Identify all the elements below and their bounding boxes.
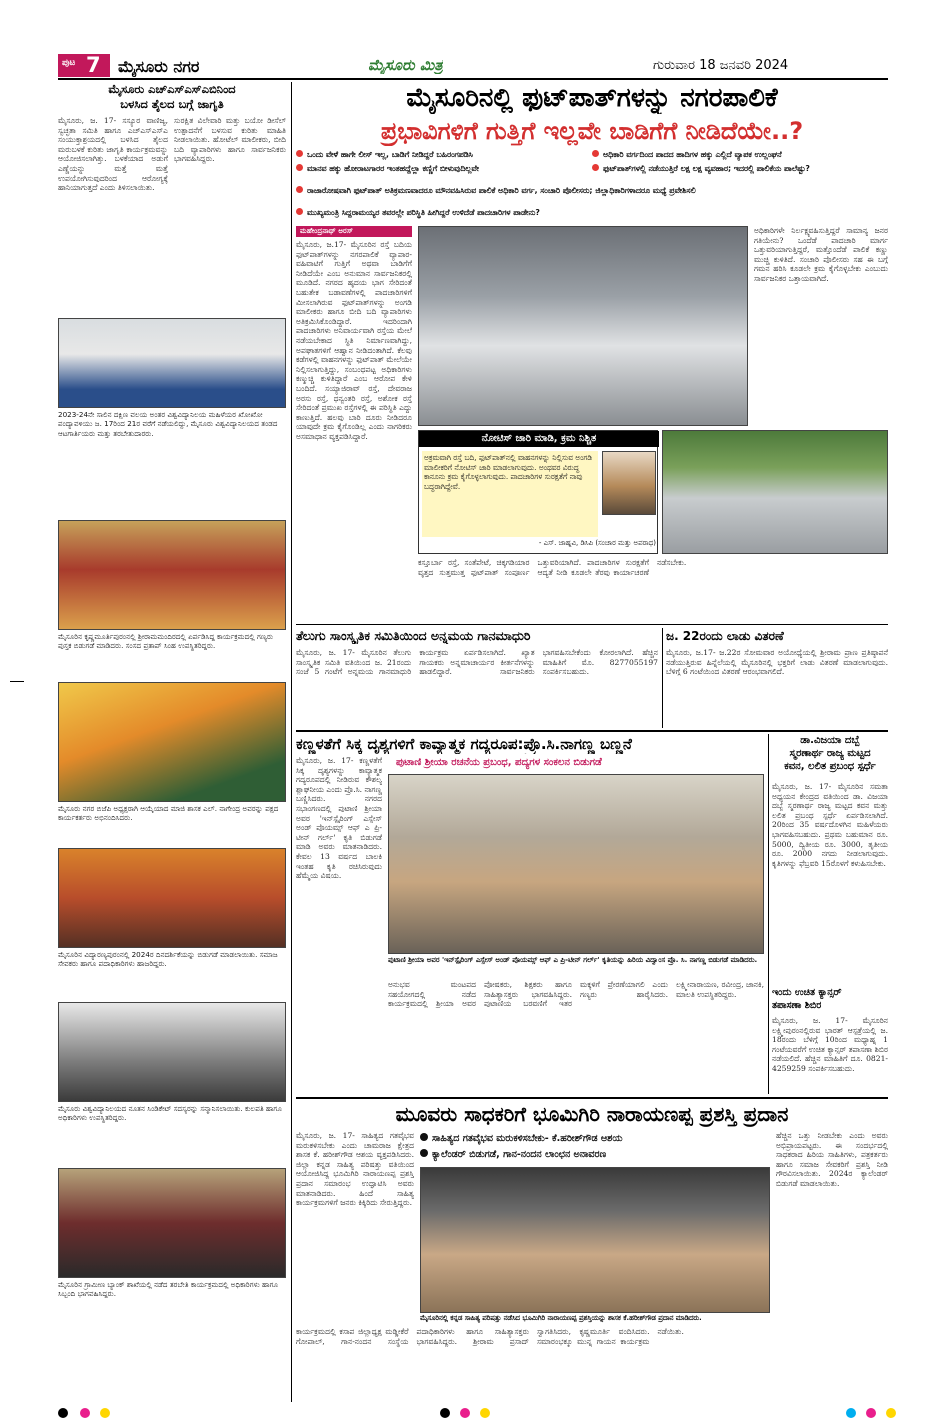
telugu-headline: ತೆಲುಗು ಸಾಂಸ್ಕೃತಿಕ ಸಮಿತಿಯಿಂದ ಅನ್ನಮಯ ಗಾನಮಾಧುರಿ [296,628,531,643]
award-sub-1-text: ಸಾಹಿತ್ಯದ ಗತವೈಭವ ಮರುಕಳಿಸಬೇಕು- ಕೆ.ಹರೀಶ್‌ಗೌಡ ಆಶಯ [432,1133,623,1144]
page-margin-tick [10,681,24,682]
photo-parked-cars-1 [418,226,748,426]
dabbe-headline-2: ಸ್ಮರಣಾರ್ಥ ರಾಜ್ಯ ಮಟ್ಟದ [789,748,871,759]
bullet-dot-icon [420,1133,428,1141]
lead-bullet-4-text: ಫುಟ್‌ಪಾತ್‌ಗಳಲ್ಲಿ ನಡೆಯುತ್ತಿರೆ ಲಕ್ಷ ಲಕ್ಷ ವ್ಯವಹಾರ; ಇದರಲ್ಲಿ ಪಾಲಿಕೆಯ ಪಾಲೆಷ್ಟು? [603,164,810,173]
lead-body-bottom: ಕಸ್ತೂರ್ಬಾ ರಸ್ತೆ, ಸಂತೆಪೇಟೆ, ಚಿಕ್ಕಗಡಿಯಾರ ವೃತ್ತದ ಸುತ್ತಮುತ್ತ ಫುಟ್‌ಪಾತ್ ಸಂಪೂರ್ಣ ಒತ್ತುವರಿಯಾಗಿದೆ. ಪಾದಚಾರಿಗಳ ಸುರಕ್ಷತೆಗೆ ಆದ್ಯತೆ ನೀಡಿ ಕೂಡಲೇ ತೆರವು ಕಾರ್ಯಾಚರಣೆ ನಡೆಸಬೇಕು. [418,558,687,577]
photo-syndicate [58,1002,286,1102]
award-sub-2-text: ಕ್ಯಾಲೆಂಡರ್ ಬಿಡುಗಡೆ, ಗಾನ-ನಂದನ ಲಾಂಛನ ಅನಾವರಣ [432,1149,607,1160]
issue-date: ಗುರುವಾರ 18 ಜನವರಿ 2024 [653,58,789,73]
cancer-headline [772,986,888,1014]
lead-body-right: ಅಧಿಕಾರಿಗಳೇ ನಿರ್ಲಕ್ಷ್ಯವಹಿಸುತ್ತಿದ್ದರೆ ಸಾಮಾನ್ಯ ಜನರ ಗತಿಯೇನು? ಒಂದೆಡೆ ಪಾದಚಾರಿ ಮಾರ್ಗ ಒತ್ತುವರಿಯಾಗುತ್ತಿದ್ದರೆ, ಮತ್ತೊಂದೆಡೆ ಪಾಲಿಕೆ ಕಣ್ಣು ಮುಚ್ಚಿ ಕುಳಿತಿದೆ. ಸಂಚಾರಿ ಪೊಲೀಸರು ಸಹ ಈ ಬಗ್ಗೆ ಗಮನ ಹರಿಸಿ ಕೂಡಲೇ ಕ್ರಮ ಕೈಗೊಳ್ಳಬೇಕು ಎಂಬುದು ಸಾರ್ವಜನಿಕರ ಒತ್ತಾಯವಾಗಿದೆ. [754,226,888,283]
registration-dot-icon [460,1408,470,1418]
dabbe-headline-1: ಡಾ.ವಿಜಯಾ ದಬ್ಬೆ [800,735,860,746]
bullet-dot-icon [420,1149,428,1157]
caption-calendar: ಮೈಸೂರಿನ ವಿದ್ಯಾರಣ್ಯಪುರಂನಲ್ಲಿ 2024ರ ದಿನದರ್ಶಿಕೆಯನ್ನು ಬಿಡುಗಡೆ ಮಾಡಲಾಯಿತು. ಸಮಾಜ ಸೇವಕರು ಹಾಗೂ ಪದಾಧಿಕಾರಿಗಳು ಹಾಜರಿದ್ದರು. [58,950,278,969]
lead-bullet-6-text: ಮುಖ್ಯಮಂತ್ರಿ ಸಿದ್ದರಾಮಯ್ಯರ ತವರಲ್ಲೇ ಪರಿಸ್ಥಿತಿ ಹೀಗಿದ್ದರೆ ಉಳಿದೆಡೆ ಪಾದಚಾರಿಗಳ ಪಾಡೇನು? [307,208,540,217]
notice-body [422,451,598,537]
lead-bullet-1-text: ಒಂದು ವೇಳೆ ಹಾಗೇ ಲೀಸ್ ಇಲ್ಲ, ಬಾಡಿಗೆ ನೀಡಿದ್ದರೆ ಬಹಿರಂಗಪಡಿಸಿ [307,150,473,159]
photo-bjp-president [58,682,286,802]
lead-headline-2: ಪ್ರಭಾವಿಗಳಿಗೆ ಗುತ್ತಿಗೆ ಇಲ್ಲವೇ ಬಾಡಿಗೆಗೆ ನೀಡಿದೆಯೇ..? [380,117,804,145]
cancer-body: ಮೈಸೂರು, ಜ. 17- ಮೈಸೂರಿನ ಲಕ್ಷ್ಮೀಪುರಂನಲ್ಲಿರುವ ಭಾರತ್ ಆಸ್ಪತ್ರೆಯಲ್ಲಿ ಜ. 18ರಂದು ಬೆಳಿಗ್ಗೆ 10ರಿಂದ ಮಧ್ಯಾಹ್ನ 1 ಗಂಟೆಯವರೆಗೆ ಉಚಿತ ಕ್ಯಾನ್ಸರ್ ತಪಾಸಣಾ ಶಿಬಿರ ನಡೆಯಲಿದೆ. ಹೆಚ್ಚಿನ ಮಾಹಿತಿಗೆ ದೂ. 0821-4259259 ಸಂಪರ್ಕಿಸಬಹುದು. [772,1016,888,1073]
lead-bullet-4 [592,164,888,186]
kannada-body-bottom: ಅನುಭವ ಮಂಟಪದ ಸಹಯೋಗದಲ್ಲಿ ನಡೆದ ಕಾರ್ಯಕ್ರಮದಲ್ಲಿ ಶ್ರೀಯಾ ಅವರ ಪೋಷಕರು, ಶಿಕ್ಷಕರು ಹಾಗೂ ಸಾಹಿತ್ಯಾಸಕ್ತರು ಭಾಗವಹಿಸಿದ್ದರು. ಪುಟಾಣಿಯ ಬರವಣಿಗೆ ಇತರ ಮಕ್ಕಳಿಗೆ ಪ್ರೇರಣೆಯಾಗಲಿ ಎಂದು ಗಣ್ಯರು ಹಾರೈಸಿದರು. ಲಕ್ಷ್ಮೀನಾರಾಯಣ, ರವೀಂದ್ರ, ಜಾನಕಿ, ಮಾಲತಿ ಉಪಸ್ಥಿತರಿದ್ದರು. [388,980,764,1009]
notice-body-text: ಅಕ್ರಮವಾಗಿ ರಸ್ತೆ ಬದಿ, ಫುಟ್‌ಪಾತ್‌ನಲ್ಲಿ ವಾಹನಗಳನ್ನು ನಿಲ್ಲಿಸುವ ಅಂಗಡಿ ಮಾಲೀಕರಿಗೆ ನೋಟಿಸ್ ಜಾರಿ ಮಾಡಲಾಗುವುದು. ಅಂಥವರ ವಿರುದ್ಧ ಕಾನೂನು ಕ್ರಮ ಕೈಗೊಳ್ಳಲಾಗುವುದು. ಪಾದಚಾರಿಗಳ ಸುರಕ್ಷತೆಗೆ ನಾವು ಬದ್ಧರಾಗಿದ್ದೇವೆ. [424,453,593,491]
telugu-body: ಮೈಸೂರು, ಜ. 17- ಮೈಸೂರಿನ ತೆಲುಗು ಸಾಂಸ್ಕೃತಿಕ ಸಮಿತಿ ವತಿಯಿಂದ ಜ. 21ರಂದು ಸಂಜೆ 5 ಗಂಟೆಗೆ ಅನ್ನಮಯ ಗಾನಮಾಧುರಿ ಕಾರ್ಯಕ್ರಮ ಏರ್ಪಡಿಸಲಾಗಿದೆ. ಖ್ಯಾತ ಗಾಯಕರು ಅನ್ನಮಾಚಾರ್ಯರ ಕೀರ್ತನೆಗಳನ್ನು ಹಾಡಲಿದ್ದಾರೆ. ಸಾರ್ವಜನಿಕರು ಭಾಗವಹಿಸಬೇಕೆಂದು ಕೋರಲಾಗಿದೆ. ಹೆಚ್ಚಿನ ಮಾಹಿತಿಗೆ ಮೊ. 8277055197 ಸಂಪರ್ಕಿಸಬಹುದು. [296,648,658,677]
award-caption: ಮೈಸೂರಿನಲ್ಲಿ ಕನ್ನಡ ಸಾಹಿತ್ಯ ಪರಿಷತ್ತು ನಡೆಸಿದ ಭೂಮಿಗಿರಿ ನಾರಾಯಣಪ್ಪ ಪ್ರಶಸ್ತಿಯನ್ನು ಶಾಸಕ ಕೆ.ಹರೀಶ್‌ಗೌಡ ಪ್ರದಾನ ಮಾಡಿದರು. [420,1314,702,1322]
headline-oil-line1: ಮೈಸೂರು ಎಚ್ಎಸ್ಎಸ್ಎಬಿನಿಂದ [108,82,236,96]
award-headline: ಮೂವರು ಸಾಧಕರಿಗೆ ಭೂಮಿಗಿರಿ ನಾರಾಯಣಪ್ಪ ಪ್ರಶಸ್ತಿ ಪ್ರದಾನ [395,1102,789,1126]
caption-bjp: ಮೈಸೂರು ನಗರ ಬಿಜೆಪಿ ಅಧ್ಯಕ್ಷರಾಗಿ ಆಯ್ಕೆಯಾದ ಮಾಜಿ ಶಾಸಕ ಎಲ್. ನಾಗೇಂದ್ರ ಅವರನ್ನು ಪಕ್ಷದ ಕಾರ್ಯಕರ್ತರು ಅಭಿನಂದಿಸಿದರು. [58,804,279,823]
lead-rule [296,624,888,625]
award-sub-2 [420,1149,770,1163]
print-registration-marks [0,1404,945,1424]
registration-dot-icon [480,1408,490,1418]
lead-bullet-3-text: ಮಾನವ ಹಕ್ಕು ಹೋರಾಟಗಾರರ ಇಂತಹದ್ದೆಲ್ಲಾ ಕಣ್ಣಿಗೆ ಬೀಳುವುದಿಲ್ಲವೇ [307,164,479,173]
photo-award-ceremony [420,1167,770,1313]
photo-book-release [58,520,286,630]
mid-rule [296,730,888,732]
photo-parked-cars-2 [662,430,888,554]
award-body-left: ಮೈಸೂರು, ಜ. 17- ಸಾಹಿತ್ಯದ ಗತವೈಭವ ಮರುಕಳಿಸಬೇಕು ಎಂದು ಚಾಮರಾಜ ಕ್ಷೇತ್ರದ ಶಾಸಕ ಕೆ. ಹರೀಶ್‌ಗೌಡ ಆಶಯ ವ್ಯಕ್ತಪಡಿಸಿದರು. ಜಿಲ್ಲಾ ಕನ್ನಡ ಸಾಹಿತ್ಯ ಪರಿಷತ್ತು ವತಿಯಿಂದ ಆಯೋಜಿಸಿದ್ದ ಭೂಮಿಗಿರಿ ನಾರಾಯಣಪ್ಪ ಪ್ರಶಸ್ತಿ ಪ್ರದಾನ ಸಮಾರಂಭ ಉದ್ಘಾಟಿಸಿ ಅವರು ಮಾತನಾಡಿದರು. ಹಿಂದೆ ಸಾಹಿತ್ಯ ಕಾರ್ಯಕ್ರಮಗಳಿಗೆ ಜನರು ಕಿಕ್ಕಿರಿದು ಸೇರುತ್ತಿದ್ದರು. [296,1131,414,1208]
dabbe-body: ಮೈಸೂರು, ಜ. 17- ಮೈಸೂರಿನ ಸಮತಾ ಅಧ್ಯಯನ ಕೇಂದ್ರದ ವತಿಯಿಂದ ಡಾ. ವಿಜಯಾ ದಬ್ಬೆ ಸ್ಮರಣಾರ್ಥ ರಾಜ್ಯ ಮಟ್ಟದ ಕವನ ಮತ್ತು ಲಲಿತ ಪ್ರಬಂಧ ಸ್ಪರ್ಧೆ ಏರ್ಪಡಿಸಲಾಗಿದೆ. 20ರಿಂದ 35 ವರ್ಷದೊಳಗಿನ ಮಹಿಳೆಯರು ಭಾಗವಹಿಸಬಹುದು. ಪ್ರಥಮ ಬಹುಮಾನ ರೂ. 5000, ದ್ವಿತೀಯ ರೂ. 3000, ತೃತೀಯ ರೂ. 2000 ನಗದು ನೀಡಲಾಗುವುದು. ಕೃತಿಗಳನ್ನು ಫೆಬ್ರವರಿ 15ರೊಳಗೆ ಕಳುಹಿಸಬೇಕು. [772,782,888,868]
notice-box [418,430,658,554]
left-column [58,82,286,1402]
photo-bank-training [58,1168,286,1278]
masthead [58,54,888,77]
divider-telugu [662,628,663,728]
notice-signature: - ಎಸ್. ಜಾಹ್ನವಿ, ಡಿಸಿಪಿ (ಸಂಚಾರ ಮತ್ತು ಅಪರಾಧ) [538,539,656,547]
dabbe-headline [772,734,888,784]
lead-bullet-6 [296,208,888,220]
masthead-rule [58,78,888,80]
right-column [772,734,888,1094]
laddu-body: ಮೈಸೂರು, ಜ.17- ಜ.22ರ ಸೋಮವಾರ ಅಯೋಧ್ಯೆಯಲ್ಲಿ ಶ್ರೀರಾಮ ಪ್ರಾಣ ಪ್ರತಿಷ್ಠಾಪನೆ ನಡೆಯುತ್ತಿರುವ ಹಿನ್ನೆಲೆಯಲ್ಲಿ ಮೈಸೂರಿನಲ್ಲಿ ಭಕ್ತರಿಗೆ ಲಾಡು ವಿತರಣೆ ಮಾಡಲಾಗುವುದು. ಬೆಳಿಗ್ಗೆ 6 ಗಂಟೆಯಿಂದ ವಿತರಣೆ ಆರಂಭವಾಗಲಿದೆ. [666,648,888,677]
paper-name: ಮೈಸೂರು ಮಿತ್ರ [368,56,443,74]
lead-bullet-2 [592,150,888,162]
caption-bank: ಮೈಸೂರಿನ ಗ್ರಾಮೀಣ ಬ್ಯಾಂಕ್ ಶಾಖೆಯಲ್ಲಿ ನಡೆದ ತರಬೇತಿ ಕಾರ್ಯಕ್ರಮದಲ್ಲಿ ಅಧಿಕಾರಿಗಳು ಹಾಗೂ ಸಿಬ್ಬಂದಿ ಭಾಗವಹಿಸಿದ್ದರು. [58,1280,279,1299]
award-story [296,1101,888,1401]
lead-body: ಮೈಸೂರು, ಜ.17- ಮೈಸೂರಿನ ರಸ್ತೆ ಬದಿಯ ಫುಟ್‌ಪಾತ್‌ಗಳನ್ನು ನಗರಪಾಲಿಕೆ ವ್ಯಾಪಾರ-ವಹಿವಾಟಿಗೆ ಗುತ್ತಿಗೆ ಅಥವಾ ಬಾಡಿಗೆಗೆ ನೀಡಿದೆಯೇ ಎಂಬ ಅನುಮಾನ ಸಾರ್ವಜನಿಕರಲ್ಲಿ ಮೂಡಿದೆ. ನಗರದ ಹೃದಯ ಭಾಗ ಸೇರಿದಂತೆ ಬಹುತೇಕ ಬಡಾವಣೆಗಳಲ್ಲಿ ಪಾದಚಾರಿಗಳಿಗೆ ಮೀಸಲಾಗಿರುವ ಫುಟ್‌ಪಾತ್‌ಗಳನ್ನು ಅಂಗಡಿ ಮಾಲೀಕರು ಹಾಗೂ ಬೀದಿ ಬದಿ ವ್ಯಾಪಾರಿಗಳು ಅತಿಕ್ರಮಿಸಿಕೊಂಡಿದ್ದಾರೆ. ಇದರಿಂದಾಗಿ ಪಾದಚಾರಿಗಳು ಅನಿವಾರ್ಯವಾಗಿ ರಸ್ತೆಯ ಮೇಲೆ ನಡೆಯಬೇಕಾದ ಸ್ಥಿತಿ ನಿರ್ಮಾಣವಾಗಿದ್ದು, ಅಪಘಾತಗಳಿಗೆ ಆಹ್ವಾನ ನೀಡಿದಂತಾಗಿದೆ. ಕೆಲವು ಕಡೆಗಳಲ್ಲಿ ವಾಹನಗಳನ್ನು ಫುಟ್‌ಪಾತ್ ಮೇಲೆಯೇ ನಿಲ್ಲಿಸಲಾಗುತ್ತಿದ್ದು, ಸಂಬಂಧಪಟ್ಟ ಅಧಿಕಾರಿಗಳು ಕಣ್ಮುಚ್ಚಿ ಕುಳಿತಿದ್ದಾರೆ ಎಂಬ ಆರೋಪ ಕೇಳಿ ಬಂದಿದೆ. ಸಯ್ಯಾಜಿರಾವ್ ರಸ್ತೆ, ದೇವರಾಜ ಅರಸು ರಸ್ತೆ, ಧನ್ವಂತರಿ ರಸ್ತೆ, ಅಶೋಕ ರಸ್ತೆ ಸೇರಿದಂತೆ ಪ್ರಮುಖ ರಸ್ತೆಗಳಲ್ಲಿ ಈ ಪರಿಸ್ಥಿತಿ ಎದ್ದು ಕಾಣುತ್ತಿದೆ. ಹಲವು ಬಾರಿ ದೂರು ನೀಡಿದರೂ ಯಾವುದೇ ಕ್ರಮ ಕೈಗೊಂಡಿಲ್ಲ ಎಂದು ನಾಗರಿಕರು ಅಸಮಾಧಾನ ವ್ಯಕ್ತಪಡಿಸಿದ್ದಾರೆ. [296,240,412,441]
headline-oil-line2: ಬಳಸಿದ ತೈಲದ ಬಗ್ಗೆ ಜಾಗೃತಿ [120,97,224,111]
telugu-article [296,628,658,728]
photo-book-launch [388,774,764,954]
article-oil-body-2: ಸುರಕ್ಷಿತ ವಿಲೇವಾರಿ ಮತ್ತು ಬಯೋ ಡೀಸೆಲ್ ಉತ್ಪಾದನೆಗೆ ಬಳಸುವ ಕುರಿತು ಮಾಹಿತಿ ನೀಡಲಾಯಿತು. ಹೋಟೆಲ್ ಮಾಲೀಕರು, ಬೀದಿ ಬದಿ ವ್ಯಾಪಾರಿಗಳು ಹಾಗೂ ಸಾರ್ವಜನಿಕರು ಭಾಗವಹಿಸಿದ್ದರು. [174,116,286,164]
registration-dot-icon [58,1408,68,1418]
photo-calendar-release [58,848,286,948]
award-body-bottom: ಕಾರ್ಯಕ್ರಮದಲ್ಲಿ ಕಸಾಪ ಜಿಲ್ಲಾಧ್ಯಕ್ಷ ಮಡ್ಡೀಕೆರೆ ಗೋಪಾಲ್, ಗಾನ-ನಂದನ ಸಂಸ್ಥೆಯ ಪದಾಧಿಕಾರಿಗಳು ಹಾಗೂ ಸಾಹಿತ್ಯಾಸಕ್ತರು ಭಾಗವಹಿಸಿದ್ದರು. ಶ್ರೀರಾಮ ಪ್ರಸಾದ್ ಸ್ವಾಗತಿಸಿದರು, ಕೃಷ್ಣಮೂರ್ತಿ ವಂದಿಸಿದರು. ಸಮಾರಂಭಕ್ಕೂ ಮುನ್ನ ಗಾಯನ ಕಾರ್ಯಕ್ರಮ ನಡೆಯಿತು. [296,1327,684,1346]
kannada-story [296,734,764,1094]
kannada-subhead: ಪುಟಾಣಿ ಶ್ರೀಯಾ ರಚನೆಯ ಪ್ರಬಂಧ, ಪದ್ಯಗಳ ಸಂಕಲನ ಬಿಡುಗಡೆ [396,757,602,768]
lead-bullets [296,150,888,222]
lead-bullet-2-text: ಅಧಿಕಾರಿ ವರ್ಗದಿಂದ ಪಾದದ ಹಾದಿಗಳ ಹಕ್ಕು ಎಲ್ಲಿದೆ ವ್ಯಾಪಕ ಉಲ್ಲಂಘನೆ [603,150,782,159]
page-number-badge [58,54,110,77]
kannada-caption: ಪುಟಾಣಿ ಶ್ರೀಯಾ ಅವರ 'ಇನ್‌ಸ್ಪೈರಿಂಗ್ ಎಸ್ಸೇಸ್ ಅಂಡ್ ಪೊಯಮ್ಸ್ ಆಫ್ ಎ ಪ್ರಿ-ಟೀನ್ ಗರ್ಲ್' ಕೃತಿಯನ್ನು ಹಿರಿಯ ವಿದ್ವಾಂಸ ಪ್ರೊ. ಸಿ. ನಾಗಣ್ಣ ಬಿಡುಗಡೆ ಮಾಡಿದರು. [388,956,758,964]
dabbe-headline-3: ಕವನ, ಲಲಿತ ಪ್ರಬಂಧ ಸ್ಪರ್ಧೆ [784,761,876,772]
cancer-headline-1: ಇಂದು ಉಚಿತ ಕ್ಯಾನ್ಸರ್ [772,987,842,998]
photo-khokho-team [58,318,286,408]
registration-dot-icon [100,1408,110,1418]
registration-dot-icon [886,1408,896,1418]
section-title: ಮೈಸೂರು ನಗರ [118,57,200,76]
cancer-headline-2: ತಪಾಸಣಾ ಶಿಬಿರ [772,1000,822,1011]
caption-book-release: ಮೈಸೂರಿನ ಕೃಷ್ಣಮೂರ್ತಿಪುರಂನಲ್ಲಿ ಶ್ರೀರಾಮಮಂದಿರದಲ್ಲಿ ಏರ್ಪಡಿಸಿದ್ದ ಕಾರ್ಯಕ್ರಮದಲ್ಲಿ ಗಣ್ಯರು ಪುಸ್ತಕ ಬಿಡುಗಡೆ ಮಾಡಿದರು. ಸಂಸದ ಪ್ರತಾಪ್ ಸಿಂಹ ಉಪಸ್ಥಿತರಿದ್ದರು. [58,632,274,651]
bullet-dot-icon [592,164,599,171]
lead-bullet-1 [296,150,586,162]
lead-bullet-5 [296,186,888,208]
bullet-dot-icon [296,186,303,193]
bullet-dot-icon [592,150,599,157]
laddu-article [666,628,888,728]
caption-syndicate: ಮೈಸೂರು ವಿಶ್ವವಿದ್ಯಾನಿಲಯದ ನೂತನ ಸಿಂಡಿಕೇಟ್ ಸದಸ್ಯರನ್ನು ಸನ್ಮಾನಿಸಲಾಯಿತು. ಕುಲಪತಿ ಹಾಗೂ ಅಧಿಕಾರಿಗಳು ಉಪಸ್ಥಿತರಿದ್ದರು. [58,1104,282,1123]
article-oil-body: ಮೈಸೂರು, ಜ. 17- ಸಸ್ಯೂರ ವಾಣಿಜ್ಯ, ಸ್ವಚ್ಛತಾ ಸಮಿತಿ ಹಾಗೂ ಎಚ್ಎಸ್ಎಸ್ಎ ಸಂಯುಕ್ತಾಶ್ರಯದಲ್ಲಿ ಬಳಸಿದ ತೈಲದ ಮರುಬಳಕೆ ಕುರಿತು ಜಾಗೃತಿ ಕಾರ್ಯಕ್ರಮವನ್ನು ಆಯೋಜಿಸಲಾಗಿತ್ತು. ಬಳಕೆಯಾದ ಅಡುಗೆ ಎಣ್ಣೆಯನ್ನು ಮತ್ತೆ ಮತ್ತೆ ಉಪಯೋಗಿಸುವುದರಿಂದ ಆರೋಗ್ಯಕ್ಕೆ ಹಾನಿಯಾಗುತ್ತದೆ ಎಂದು ತಿಳಿಸಲಾಯಿತು. [58,116,168,193]
lead-story [296,82,888,622]
registration-dot-icon [866,1408,876,1418]
notice-title: ನೋಟಿಸ್ ಜಾರಿ ಮಾಡಿ, ಕ್ರಮ ನಿಶ್ಚಿತ [419,431,659,447]
page-prefix: ಪುಟ [62,58,76,68]
lead-headline-1: ಮೈಸೂರಿನಲ್ಲಿ ಫುಟ್‌ಪಾತ್‌ಗಳನ್ನು ನಗರಪಾಲಿಕೆ [406,83,778,113]
award-body-right: ಹೆಚ್ಚಿನ ಒತ್ತು ನೀಡಬೇಕು ಎಂದು ಅವರು ಅಭಿಪ್ರಾಯಪಟ್ಟರು. ಈ ಸಂದರ್ಭದಲ್ಲಿ ಸಾಧಕರಾದ ಹಿರಿಯ ಸಾಹಿತಿಗಳು, ಪತ್ರಕರ್ತರು ಹಾಗೂ ಸಮಾಜ ಸೇವಕರಿಗೆ ಪ್ರಶಸ್ತಿ ನೀಡಿ ಗೌರವಿಸಲಾಯಿತು. 2024ರ ಕ್ಯಾಲೆಂಡರ್ ಬಿಡುಗಡೆ ಮಾಡಲಾಯಿತು. [776,1131,888,1188]
lead-byline: ಮಹೇಂದ್ರನಾಥ್ ಅರಸ್ [296,226,412,237]
lead-bullet-5-text: ರಾಜಾರೋಷವಾಗಿ ಫುಟ್‌ಪಾತ್ ಅತಿಕ್ರಮಣವಾದರೂ ಮೌನವಹಿಸಿರುವ ಪಾಲಿಕೆ ಅಧಿಕಾರಿ ವರ್ಗ, ಸಂಚಾರಿ ಪೊಲೀಸರು; ಜಿಲ್ಲಾಧಿಕಾರಿಗಳಾದರೂ ಮಧ್ಯೆ ಪ್ರವೇಶಿಸಲಿ [307,186,696,195]
headline-oil [58,82,286,112]
bullet-dot-icon [296,164,303,171]
bullet-dot-icon [296,150,303,157]
kannada-headline: ಕಣ್ಣಳತೆಗೆ ಸಿಕ್ಕ ದೃಶ್ಯಗಳಿಗೆ ಕಾವ್ಯಾತ್ಮಕ ಗದ್ಯರೂಪ:ಪ್ರೊ.ಸಿ.ನಾಗಣ್ಣ ಬಣ್ಣನೆ [296,735,632,753]
page-number: 7 [86,53,101,77]
caption-khokho: 2023-24ನೇ ಸಾಲಿನ ದಕ್ಷಿಣ ವಲಯ ಅಂತರ ವಿಶ್ವವಿದ್ಯಾನಿಲಯ ಮಹಿಳೆಯರ ಖೋಖೋ ಪಂದ್ಯಾವಳಿಯು ಜ. 17ರಿಂದ 21ರ ವರೆಗೆ ನಡೆಯಲಿದ್ದು, ಮೈಸೂರು ವಿಶ್ವವಿದ್ಯಾನಿಲಯದ ತಂಡದ ಆಟಗಾರ್ತಿಯರು ಮತ್ತು ತರಬೇತುದಾರರು. [58,410,278,438]
column-divider [291,82,292,1402]
divider-right [768,734,769,1094]
laddu-headline: ಜ. 22ರಂದು ಲಾಡು ವಿತರಣೆ [666,629,784,643]
registration-dot-icon [846,1408,856,1418]
lead-bullet-3 [296,164,586,176]
registration-dot-icon [80,1408,90,1418]
award-sub-1 [420,1133,770,1147]
kannada-body-left: ಮೈಸೂರು, ಜ. 17- ಕಣ್ಣಳತೆಗೆ ಸಿಕ್ಕ ದೃಶ್ಯಗಳನ್ನು ಕಾವ್ಯಾತ್ಮಕ ಗದ್ಯರೂಪದಲ್ಲಿ ನೀಡಿರುವ ಕೌಶಲ್ಯ ಶ್ಲಾಘನೀಯ ಎಂದು ಪ್ರೊ.ಸಿ. ನಾಗಣ್ಣ ಬಣ್ಣಿಸಿದರು. ನಗರದ ಸಭಾಂಗಣದಲ್ಲಿ ಪುಟಾಣಿ ಶ್ರೀಯಾ ಅವರ 'ಇನ್‌ಸ್ಪೈರಿಂಗ್ ಎಸ್ಸೇಸ್ ಅಂಡ್ ಪೊಯಮ್ಸ್ ಆಫ್ ಎ ಪ್ರಿ-ಟೀನ್ ಗರ್ಲ್' ಕೃತಿ ಬಿಡುಗಡೆ ಮಾಡಿ ಅವರು ಮಾತನಾಡಿದರು. ಕೇವಲ 13 ವರ್ಷದ ಬಾಲಕಿ ಇಂತಹ ಕೃತಿ ರಚಿಸಿರುವುದು ಹೆಮ್ಮೆಯ ವಿಷಯ. [296,756,382,881]
photo-officer [602,451,656,515]
registration-dot-icon [440,1408,450,1418]
award-rule [296,1097,888,1099]
bullet-dot-icon [296,208,303,215]
